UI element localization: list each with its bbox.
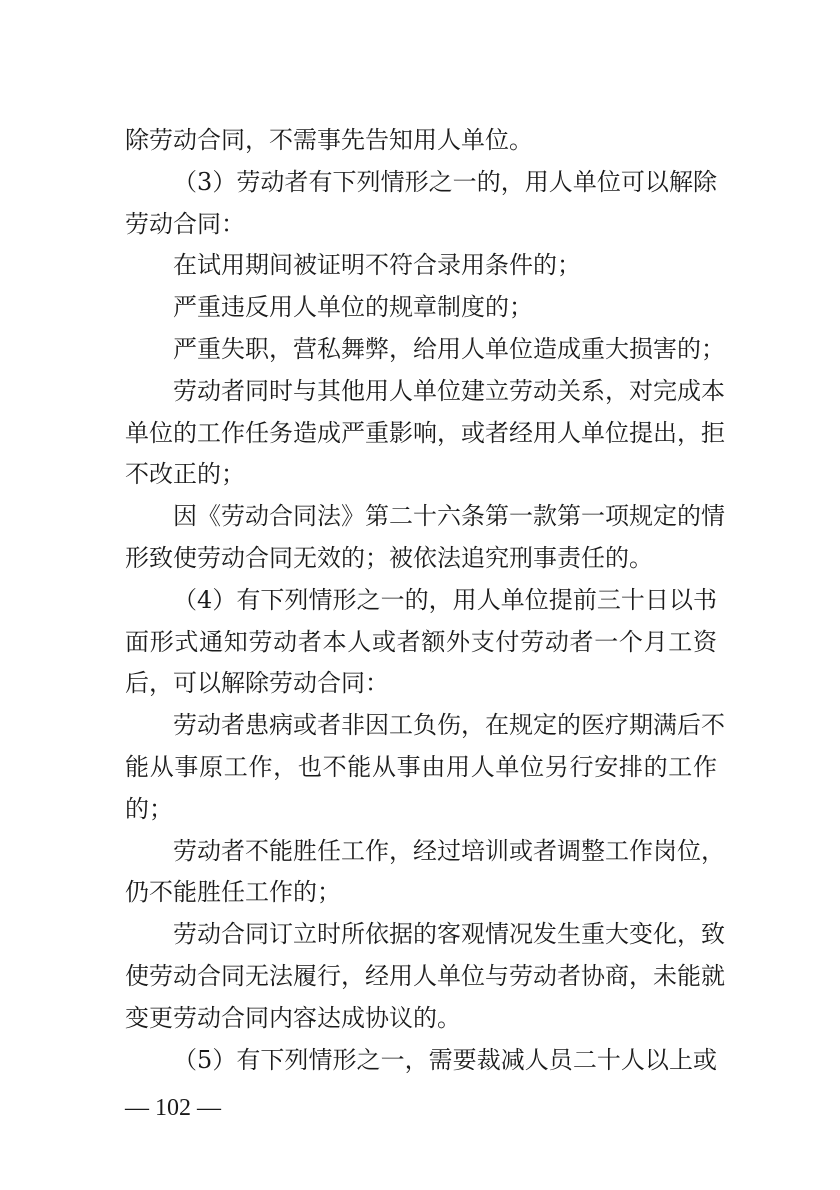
text-line: （4）有下列情形之一的，用人单位提前三十日以书 — [173, 585, 717, 614]
text-line: 因《劳动合同法》第二十六条第一款第一项规定的情 — [173, 502, 725, 531]
text-line: 严重违反用人单位的规章制度的； — [173, 293, 533, 322]
text-line: （3）劳动者有下列情形之一的，用人单位可以解除 — [173, 167, 717, 196]
text-line: 的； — [125, 794, 173, 823]
page-number: — 102 — — [125, 1095, 221, 1121]
text-line: 面形式通知劳动者本人或者额外支付劳动者一个月工资 — [125, 627, 717, 656]
text-line: 能从事原工作，也不能从事由用人单位另行安排的工作 — [125, 752, 717, 781]
text-line: 劳动合同订立时所依据的客观情况发生重大变化，致 — [173, 920, 725, 949]
text-line: 单位的工作任务造成严重影响，或者经用人单位提出，拒 — [125, 418, 725, 447]
text-line: 仍不能胜任工作的； — [125, 878, 341, 907]
text-line: 后，可以解除劳动合同： — [125, 669, 389, 698]
text-line: 劳动者患病或者非因工负伤，在规定的医疗期满后不 — [173, 711, 725, 740]
text-line: 在试用期间被证明不符合录用条件的； — [173, 251, 581, 280]
text-line: 劳动者不能胜任工作，经过培训或者调整工作岗位， — [173, 836, 725, 865]
text-line: 不改正的； — [125, 460, 245, 489]
text-line: 劳动合同： — [125, 209, 245, 238]
text-line: 严重失职，营私舞弊，给用人单位造成重大损害的； — [173, 334, 725, 363]
text-line: （5）有下列情形之一，需要裁减人员二十人以上或 — [173, 1045, 717, 1074]
text-line: 使劳动合同无法履行，经用人单位与劳动者协商，未能就 — [125, 961, 725, 990]
text-line: 形致使劳动合同无效的；被依法追究刑事责任的。 — [125, 543, 653, 572]
text-line: 劳动者同时与其他用人单位建立劳动关系，对完成本 — [173, 376, 725, 405]
body-text — [125, 120, 725, 1081]
text-line: 除劳动合同，不需事先告知用人单位。 — [125, 126, 533, 154]
text-line: 变更劳动合同内容达成协议的。 — [125, 1003, 461, 1032]
